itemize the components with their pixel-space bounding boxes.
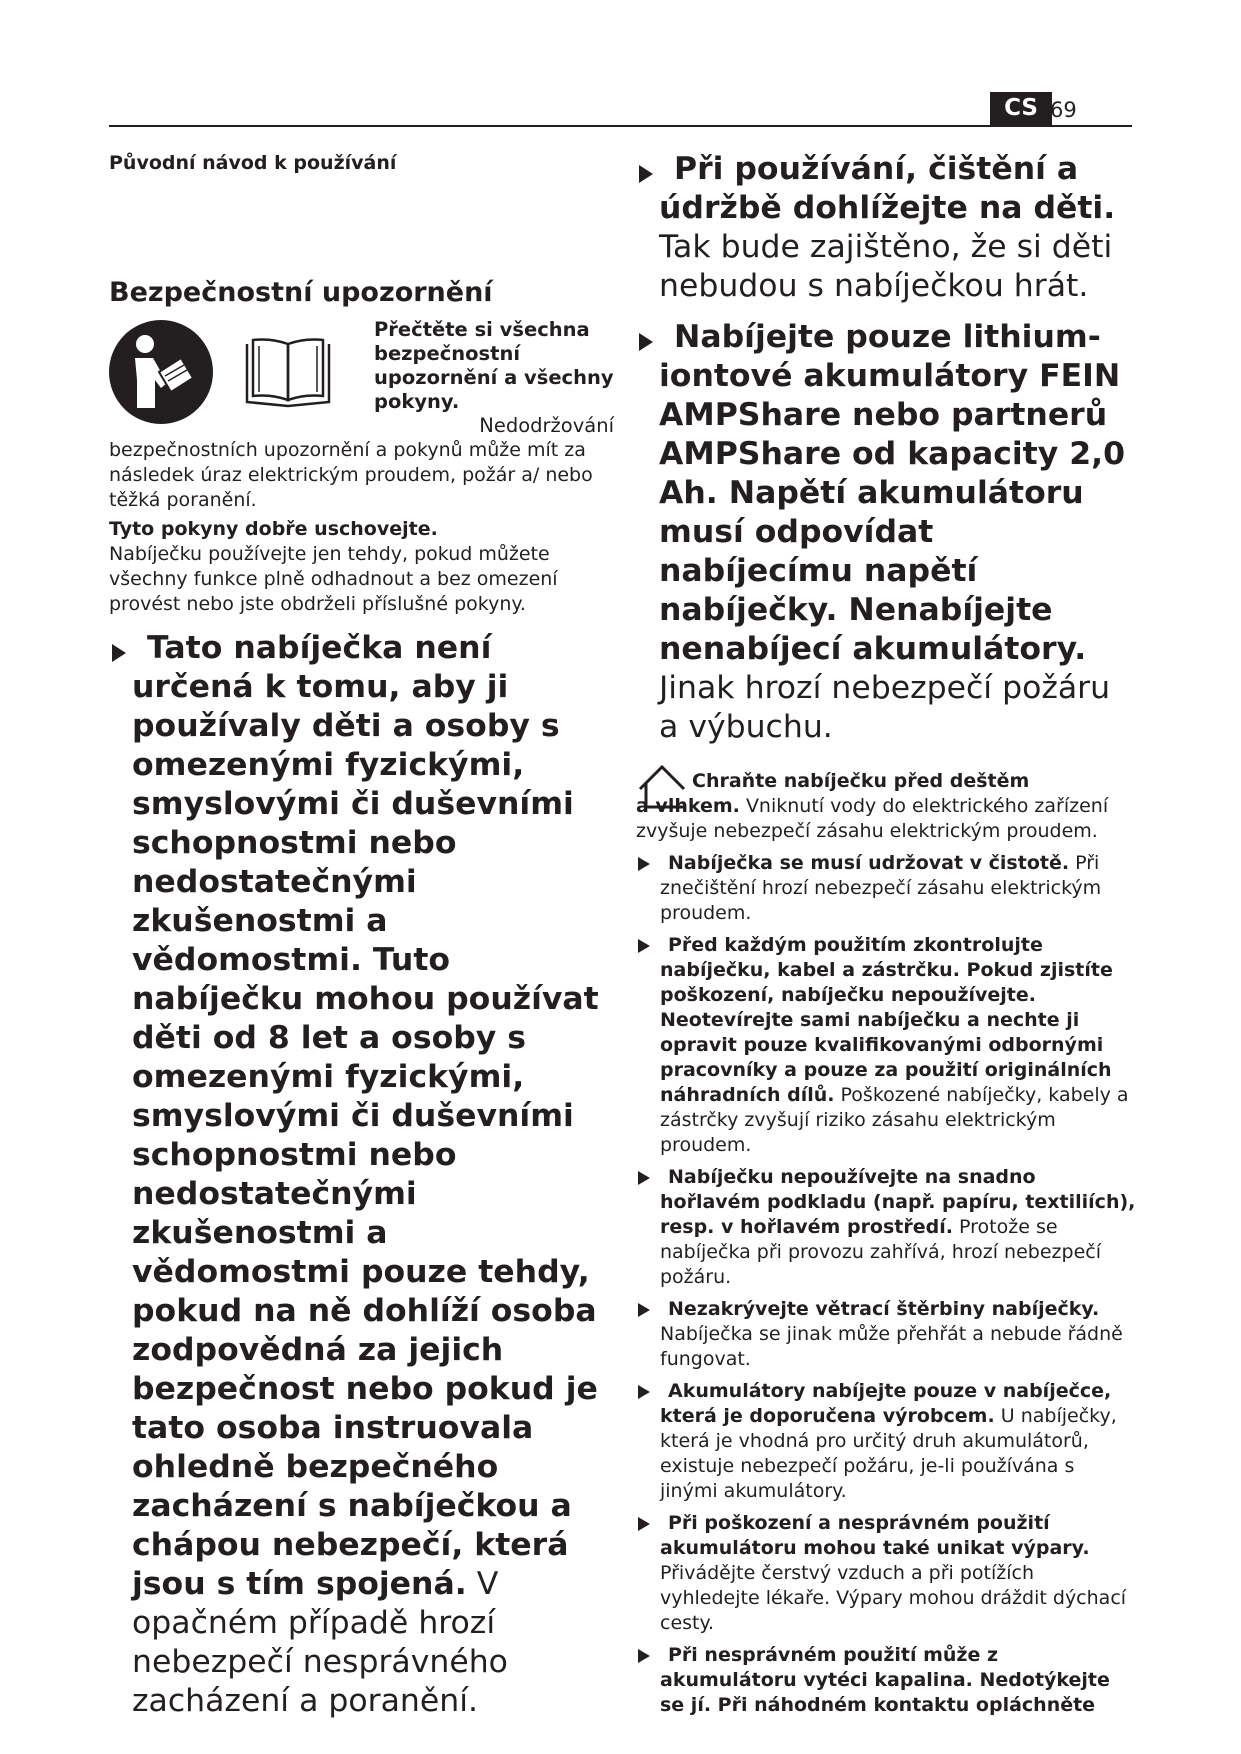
warning-consequence-text: bezpečnostních upozornění a pokynů může mít za následek úraz elektrickým proudem, požár a/ nebo těžká poranění.	[109, 439, 593, 511]
list-item-text	[660, 1165, 1136, 1290]
bullet-arrow-icon	[639, 165, 653, 183]
read-instructions-bold: Přečtěte si všechna bezpečnostní upozornění a všechny pokyny.	[374, 318, 614, 413]
list-item-bold: Nezakrývejte větrací štěrbiny nabíječky.	[668, 1298, 1100, 1320]
list-item	[636, 1379, 1136, 1504]
list-item-text	[660, 1379, 1136, 1504]
list-item-plain: Při znečištění hrozí nebezpečí zásahu elektrickým proudem.	[660, 852, 1102, 924]
list-item-plain: Přivádějte čerstvý vzduch a při potížích vyhledejte lékaře. Výpary mohou dráždit dýchací cesty.	[660, 1562, 1127, 1634]
list-item-plain: Protože se nabíječka při provozu zahřívá, hrozí nebezpečí požáru.	[660, 1216, 1101, 1288]
list-item-bold: Nabíječku nepoužívejte na snadno hořlavém podkladu (např. papíru, textiliích), resp. v hořlavém prostředí.	[660, 1166, 1136, 1238]
keep-instructions-note	[109, 517, 609, 542]
section-title: Bezpečnostní upozornění	[109, 277, 493, 308]
read-manual-icon	[109, 320, 213, 424]
supervise-children-text	[659, 150, 1136, 306]
list-item-plain: Poškozené nabíječky, kabely a zástrčky zvyšují riziko zásahu elektrickým proudem.	[660, 1084, 1129, 1156]
list-item-text	[660, 1511, 1136, 1636]
bullet-arrow-icon	[639, 333, 653, 351]
supervise-children-bold: Při používání, čištění a údržbě dohlížejte na děti.	[659, 151, 1116, 226]
rain-protection-bold-2: a vlhkem.	[636, 795, 740, 817]
list-item-text	[660, 851, 1136, 926]
list-item-text	[660, 1643, 1136, 1718]
keep-instructions-bold: Tyto pokyny dobře uschovejte.	[109, 518, 438, 540]
children-warning-text	[132, 629, 609, 1721]
read-instructions-block	[109, 318, 614, 438]
list-item-plain: Nabíječka se jinak může přehřát a nebude řádně fungovat.	[660, 1323, 1123, 1370]
list-item	[636, 1165, 1136, 1290]
list-item	[636, 1297, 1136, 1372]
rain-protection-plain: Vniknutí vody do elektrického zařízení zvyšuje nebezpečí zásahu elektrickým proudem.	[636, 795, 1109, 842]
list-item-bold: Nabíječka se musí udržovat v čistotě.	[668, 852, 1070, 874]
list-item	[636, 1511, 1136, 1636]
right-column	[636, 150, 1136, 1718]
battery-charging-item	[636, 318, 1136, 747]
left-column	[109, 150, 614, 1721]
list-item-bold: Při nesprávném použití může z akumulátoru vytéci kapalina. Nedotýkejte se jí. Při náhodném kontaktu opláchněte	[660, 1644, 1110, 1716]
supervise-children-plain: Tak bude zajištěno, že si děti nebudou s nabíječkou hrát.	[659, 229, 1113, 304]
rain-protection-text	[636, 794, 1136, 844]
read-instructions-text	[374, 318, 614, 438]
list-item	[636, 851, 1136, 926]
read-instructions-plain: Nedodržování	[479, 414, 614, 437]
rain-protection-line-1	[636, 769, 1136, 794]
list-item-bold: Před každým použitím zkontrolujte nabíječku, kabel a zástrčku. Pokud zjistíte poškození, nabíječku nepoužívejte. Neotevírejte sami nabíječku a nechte ji opravit pouze kvalifikovanými odbornými pracovníky a pouze za použití originálních náhradních dílů.	[660, 934, 1113, 1106]
supervise-children-item	[636, 150, 1136, 306]
page-number: 69	[1050, 98, 1077, 122]
bullet-arrow-icon	[638, 857, 650, 871]
bullet-arrow-icon	[638, 1385, 650, 1399]
list-item-bold: Při poškození a nesprávném použití akumulátoru mohou také unikat výpary.	[660, 1512, 1090, 1559]
list-item-text	[660, 933, 1136, 1158]
use-only-if-text: Nabíječku používejte jen tehdy, pokud můžete všechny funkce plně odhadnout a bez omezení provést nebo jste obdrželi příslušné pokyny.	[109, 543, 558, 615]
list-item	[636, 1643, 1136, 1718]
bullet-arrow-icon	[638, 1517, 650, 1531]
list-item	[636, 933, 1136, 1158]
rain-protection-bold-1: Chraňte nabíječku před deštěm	[692, 770, 1030, 792]
list-item-bold: Akumulátory nabíjejte pouze v nabíječce, která je doporučena výrobcem.	[660, 1380, 1112, 1427]
bullet-arrow-icon	[638, 939, 650, 953]
bullet-arrow-icon	[638, 1171, 650, 1185]
children-warning-item	[109, 629, 609, 1721]
original-instructions-title: Původní návod k používání	[109, 152, 397, 174]
bullet-arrow-icon	[112, 644, 126, 662]
battery-charging-plain: Jinak hrozí nebezpečí požáru a výbuchu.	[659, 670, 1111, 745]
children-warning-bold: Tato nabíječka není určená k tomu, aby ji používaly děti a osoby s omezenými fyzickými, smyslovými či duševními schopnostmi nebo nedostatečnými zkušenostmi a vědomostmi. Tuto nabíječku mohou používat děti od 8 let a osoby s omezenými fyzickými, smyslovými či duševními schopnostmi nebo nedostatečnými zkušenostmi a vědomostmi pouze tehdy, pokud na ně dohlíží osoba zodpovědná za jejich bezpečnost nebo pokud je tato osoba instruovala ohledně bezpečného zacházení s nabíječkou a chápou nebezpečí, která jsou s tím spojená.	[132, 630, 599, 1602]
indoor-use-house-icon	[636, 763, 688, 811]
rain-protection-block	[636, 769, 1136, 844]
battery-charging-bold: Nabíjejte pouze lithium-iontové akumulátory FEIN AMPShare nebo partnerů AMPShare od kapacity 2,0 Ah. Napětí akumulátoru musí odpovídat nabíjecímu napětí nabíječky. Nenabíjejte nenabíjecí akumulátory.	[659, 319, 1126, 667]
open-book-icon	[243, 336, 333, 410]
list-item-plain: U nabíječky, která je vhodná pro určitý druh akumulátorů, existuje nebezpečí požáru, je-li používána s jinými akumulátory.	[660, 1405, 1117, 1502]
bullet-arrow-icon	[638, 1649, 650, 1663]
header-rule	[109, 125, 1132, 127]
language-tab: CS	[990, 92, 1052, 125]
children-warning-plain: V opačném případě hrozí nebezpečí nesprávného zacházení a poranění.	[132, 1566, 508, 1719]
battery-charging-text	[659, 318, 1136, 747]
list-item-text	[660, 1297, 1136, 1372]
bullet-arrow-icon	[638, 1303, 650, 1317]
